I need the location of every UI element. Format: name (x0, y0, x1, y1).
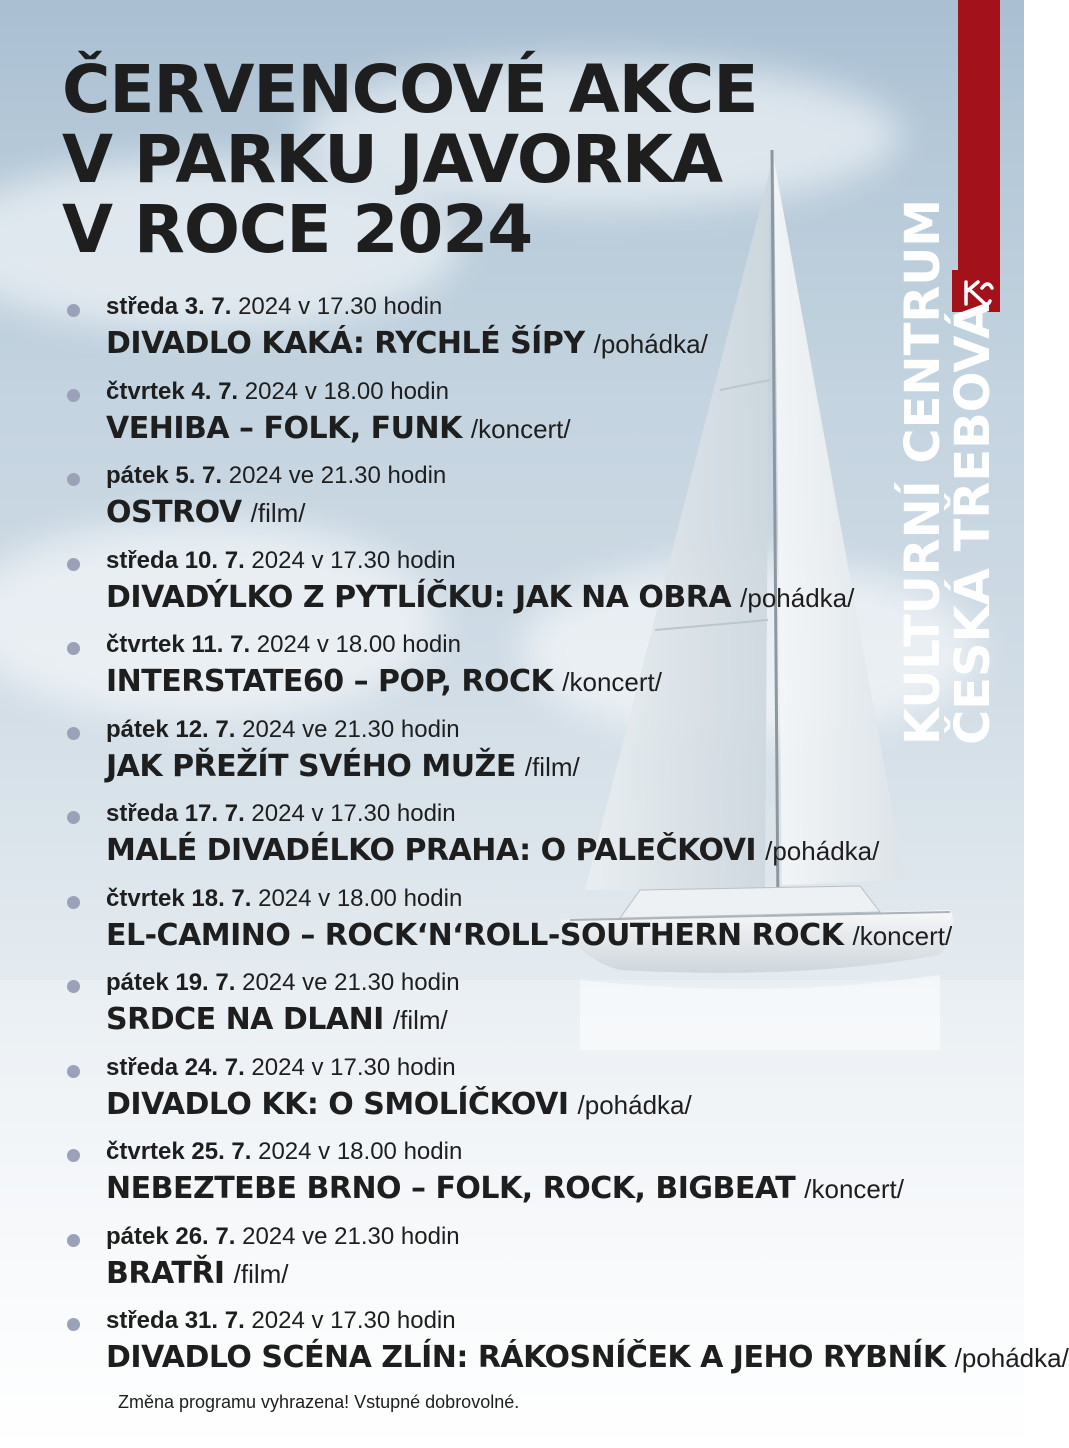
event-date (106, 290, 1000, 324)
event-time: 2024 v 17.30 hodin (251, 800, 456, 827)
event-day: pátek 26. 7. (106, 1222, 236, 1250)
bullet-icon (67, 980, 80, 993)
event-day: středa 31. 7. (106, 1307, 245, 1334)
event-date (106, 882, 1000, 916)
event-title: NEBEZTEBE BRNO – FOLK, ROCK, BIGBEAT (106, 1171, 796, 1206)
event-date (106, 544, 1000, 578)
event-item (0, 375, 1000, 460)
title-line: V ROCE 2024 (62, 191, 533, 268)
event-category: /koncert/ (804, 1174, 904, 1204)
event-time: 2024 v 18.00 hodin (244, 377, 449, 405)
bullet-icon (67, 727, 80, 740)
event-day: čtvrtek 11. 7. (106, 631, 251, 658)
event-title-line (106, 1000, 1000, 1040)
event-category: /koncert/ (852, 920, 953, 951)
bullet-icon (67, 811, 80, 824)
event-title: MALÉ DIVADÉLKO PRAHA: O PALEČKOVI (106, 833, 757, 868)
event-category: /pohádka/ (593, 329, 708, 359)
event-title-line (106, 662, 1000, 702)
event-title: VEHIBA – FOLK, FUNK (106, 410, 462, 446)
event-date (106, 375, 1000, 409)
event-day: čtvrtek 18. 7. (106, 884, 252, 912)
event-time: 2024 ve 21.30 hodin (228, 462, 447, 489)
event-item (0, 713, 1000, 798)
event-category: /film/ (392, 1005, 448, 1035)
event-date (106, 1304, 1000, 1338)
footer-note: Změna programu vyhrazena! Vstupné dobrovolné. (118, 1392, 520, 1412)
event-category: /film/ (250, 498, 306, 528)
event-item (0, 290, 1000, 375)
event-date (106, 713, 1000, 747)
event-day: pátek 12. 7. (106, 715, 236, 743)
event-time: 2024 v 17.30 hodin (251, 1053, 456, 1081)
event-item (0, 1304, 1069, 1389)
bullet-icon (67, 896, 80, 909)
event-day: čtvrtek 25. 7. (106, 1138, 252, 1165)
event-time: 2024 v 17.30 hodin (251, 1307, 456, 1334)
event-title-line (106, 1169, 1000, 1209)
event-day: pátek 5. 7. (106, 462, 223, 489)
event-title: OSTROV (106, 495, 242, 530)
event-time: 2024 ve 21.30 hodin (242, 715, 460, 743)
event-item (0, 544, 1000, 629)
event-title-line (106, 409, 1000, 449)
event-date (106, 459, 1000, 493)
event-day: středa 17. 7. (106, 800, 245, 827)
event-title: DIVADLO SCÉNA ZLÍN: RÁKOSNÍČEK A JEHO RYBNÍK (106, 1340, 946, 1375)
event-date (106, 1135, 1000, 1169)
bullet-icon (67, 473, 80, 486)
event-time: 2024 ve 21.30 hodin (242, 969, 460, 996)
event-item (0, 1220, 1000, 1305)
event-item (0, 797, 1000, 882)
event-title: BRATŘI (106, 1255, 225, 1291)
event-title-line (106, 1085, 1000, 1125)
event-title-line (106, 578, 1000, 618)
event-category: /film/ (233, 1258, 289, 1289)
bullet-icon (67, 1234, 80, 1247)
event-day: středa 24. 7. (106, 1053, 245, 1081)
event-title: DIVADLO KK: O SMOLÍČKOVI (106, 1086, 569, 1122)
event-category: /film/ (524, 751, 580, 782)
event-time: 2024 v 17.30 hodin (251, 546, 456, 574)
event-category: /koncert/ (562, 667, 662, 697)
event-date (106, 628, 1000, 662)
event-day: čtvrtek 4. 7. (106, 377, 239, 405)
event-date (106, 797, 1000, 831)
event-title-line (106, 1338, 1069, 1378)
event-title-line (106, 1254, 1000, 1294)
event-date (106, 1220, 1000, 1254)
bullet-icon (67, 1149, 80, 1162)
bullet-icon (67, 304, 80, 317)
event-category: /pohádka/ (954, 1343, 1069, 1373)
bullet-icon (67, 642, 80, 655)
event-item (0, 966, 1000, 1051)
event-item (0, 882, 1000, 967)
organizer-line: ČESKÁ TŘEBOVÁ (945, 301, 1001, 745)
event-item (0, 459, 1000, 544)
title-line: V PARKU JAVORKA (62, 121, 723, 198)
title-line: ČERVENCOVÉ AKCE (62, 51, 758, 128)
event-title: SRDCE NA DLANI (106, 1002, 384, 1037)
bullet-icon (67, 1318, 80, 1331)
event-title-line (106, 831, 1000, 871)
event-title-line (106, 493, 1000, 533)
event-category: /pohádka/ (765, 836, 880, 866)
event-time: 2024 v 18.00 hodin (256, 631, 461, 658)
event-title: INTERSTATE60 – POP, ROCK (106, 664, 554, 699)
event-title: JAK PŘEŽÍT SVÉHO MUŽE (106, 748, 516, 784)
event-item (0, 628, 1000, 713)
event-time: 2024 v 18.00 hodin (258, 1138, 463, 1165)
event-day: středa 3. 7. (106, 293, 232, 320)
event-time: 2024 v 18.00 hodin (258, 884, 463, 912)
event-time: 2024 ve 21.30 hodin (242, 1222, 460, 1250)
page-title (62, 51, 758, 268)
event-day: pátek 19. 7. (106, 969, 236, 996)
bullet-icon (67, 1065, 80, 1078)
bullet-icon (67, 558, 80, 571)
organizer-line: KULTURNÍ CENTRUM (895, 198, 951, 745)
event-item (0, 1135, 1000, 1220)
event-title: DIVADLO KAKÁ: RYCHLÉ ŠÍPY (106, 326, 585, 361)
event-category: /pohádka/ (577, 1089, 692, 1120)
event-title-line (106, 747, 1000, 787)
event-time: 2024 v 17.30 hodin (238, 293, 443, 320)
event-day: středa 10. 7. (106, 546, 245, 574)
event-title-line (106, 916, 1000, 956)
event-date (106, 966, 1000, 1000)
event-title: EL-CAMINO – ROCK‘N‘ROLL-SOUTHERN ROCK (106, 917, 844, 953)
event-category: /koncert/ (470, 413, 571, 444)
bullet-icon (67, 389, 80, 402)
event-title-line (106, 324, 1000, 364)
event-list (0, 290, 1069, 1389)
event-title: DIVADÝLKO Z PYTLÍČKU: JAK NA OBRA (106, 579, 732, 615)
event-category: /pohádka/ (740, 582, 855, 613)
event-item (0, 1051, 1000, 1136)
event-date (106, 1051, 1000, 1085)
